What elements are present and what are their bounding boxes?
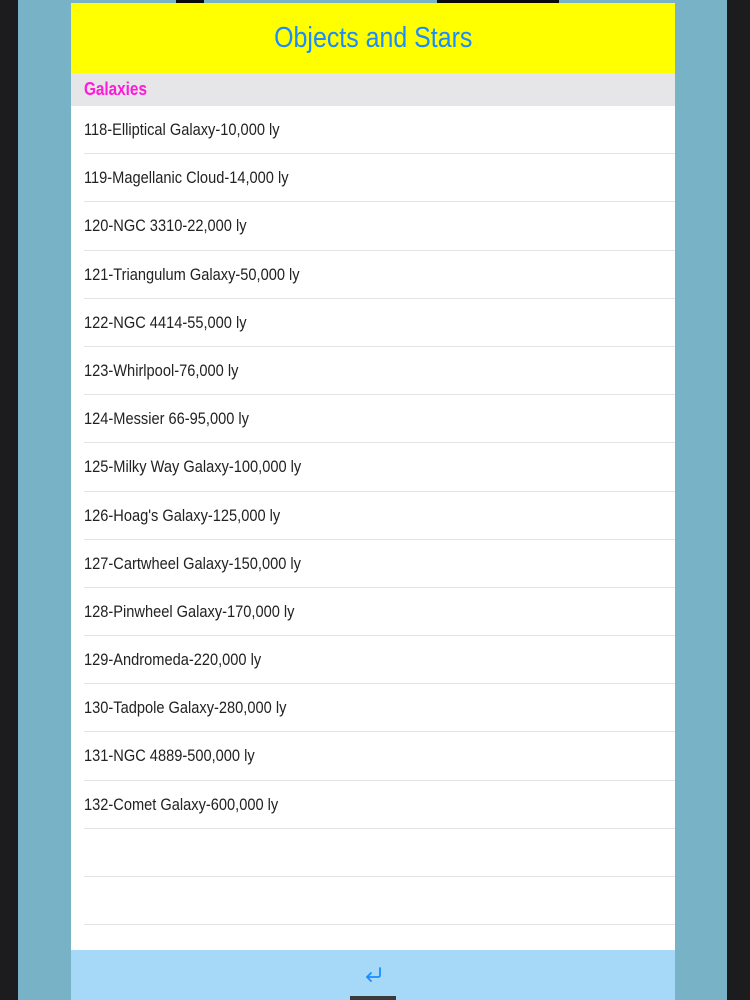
list-item-label: 119-Magellanic Cloud-14,000 ly (84, 168, 289, 188)
list-item[interactable] (84, 588, 675, 636)
list-item-label: 122-NGC 4414-55,000 ly (84, 312, 247, 332)
list-item-label: 126-Hoag's Galaxy-125,000 ly (84, 505, 281, 525)
return-arrow-icon[interactable] (361, 963, 385, 987)
bottom-toolbar (71, 950, 675, 1000)
title-bar (71, 3, 675, 73)
list-item-label: 128-Pinwheel Galaxy-170,000 ly (84, 601, 295, 621)
list-item[interactable] (84, 347, 675, 395)
home-indicator (350, 996, 396, 1000)
list-item-label: 124-Messier 66-95,000 ly (84, 409, 249, 429)
empty-list-item (84, 877, 675, 925)
section-title: Galaxies (84, 79, 147, 99)
list-item-label: 127-Cartwheel Galaxy-150,000 ly (84, 553, 301, 573)
list-item[interactable] (84, 443, 675, 491)
list-item[interactable] (84, 540, 675, 588)
list-item[interactable] (84, 106, 675, 154)
list-item-label: 132-Comet Galaxy-600,000 ly (84, 794, 279, 814)
list-item[interactable] (84, 299, 675, 347)
main-panel (71, 3, 675, 1000)
list-item-label: 121-Triangulum Galaxy-50,000 ly (84, 264, 300, 284)
list-item[interactable] (84, 395, 675, 443)
list-item[interactable] (84, 251, 675, 299)
list-item-label: 123-Whirlpool-76,000 ly (84, 360, 239, 380)
list-item[interactable] (84, 202, 675, 250)
empty-list-item (84, 829, 675, 877)
list-item-label: 131-NGC 4889-500,000 ly (84, 746, 255, 766)
list-item[interactable] (84, 636, 675, 684)
list-item-label: 129-Andromeda-220,000 ly (84, 650, 262, 670)
list-item-label: 120-NGC 3310-22,000 ly (84, 216, 247, 236)
list-item[interactable] (84, 781, 675, 829)
list-item[interactable] (84, 492, 675, 540)
list-item[interactable] (84, 732, 675, 780)
galaxy-list (71, 106, 675, 925)
list-item-label: 130-Tadpole Galaxy-280,000 ly (84, 698, 287, 718)
list-item[interactable] (84, 684, 675, 732)
list-item-label: 118-Elliptical Galaxy-10,000 ly (84, 120, 280, 139)
list-item[interactable] (84, 154, 675, 202)
page-title: Objects and Stars (273, 21, 473, 54)
section-header (71, 73, 675, 106)
list-item-label: 125-Milky Way Galaxy-100,000 ly (84, 457, 302, 477)
